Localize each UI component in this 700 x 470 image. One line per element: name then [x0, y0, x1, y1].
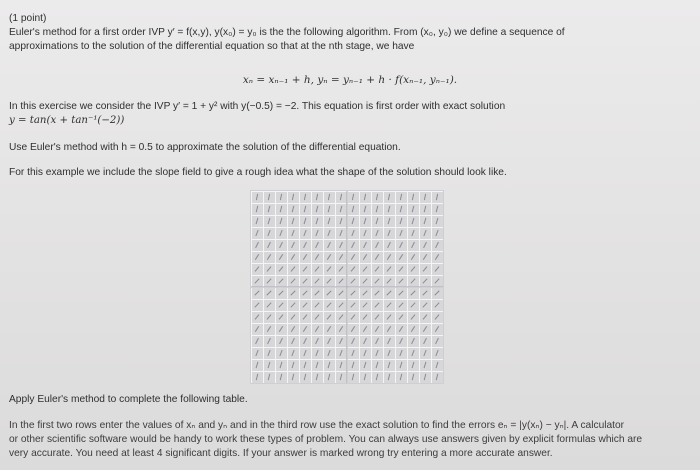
slope-mark: [327, 326, 330, 331]
slope-mark: [364, 374, 366, 380]
slope-mark: [328, 362, 330, 368]
slope-mark: [352, 374, 354, 380]
slope-mark: [412, 230, 414, 236]
slope-mark: [424, 194, 425, 200]
slope-mark: [340, 230, 342, 236]
slope-mark: [268, 218, 270, 224]
slope-mark: [387, 279, 391, 284]
slope-mark: [352, 242, 355, 248]
slope-mark: [399, 279, 403, 284]
slope-mark: [256, 218, 258, 224]
slope-mark: [436, 242, 439, 248]
slope-mark: [351, 267, 355, 272]
slope-mark: [436, 230, 438, 236]
slope-mark: [327, 267, 331, 272]
slope-mark: [316, 218, 318, 224]
slope-mark: [327, 315, 331, 320]
slope-mark: [388, 218, 390, 224]
slope-mark: [280, 338, 283, 344]
slope-mark: [376, 362, 378, 368]
slope-mark: [388, 350, 390, 356]
slope-mark: [268, 350, 270, 356]
slope-mark: [412, 206, 414, 212]
slope-mark: [424, 230, 426, 236]
slope-mark: [400, 374, 402, 380]
slope-mark: [328, 230, 330, 236]
slope-mark: [376, 242, 379, 248]
slope-mark: [424, 206, 426, 212]
slope-mark: [267, 326, 270, 331]
slope-mark: [399, 326, 402, 331]
slope-mark: [292, 194, 293, 200]
slope-mark: [291, 267, 295, 272]
slope-mark: [339, 267, 343, 272]
slope-mark: [351, 279, 355, 284]
slope-mark: [256, 350, 258, 356]
slope-mark: [351, 303, 355, 308]
slope-mark: [387, 254, 390, 259]
slope-mark: [279, 303, 283, 308]
slope-mark: [435, 303, 439, 308]
slope-mark: [340, 194, 341, 200]
slope-mark: [291, 303, 295, 308]
slope-mark: [304, 218, 306, 224]
slope-mark: [328, 194, 329, 200]
slope-mark: [268, 338, 271, 344]
slope-mark: [424, 242, 427, 248]
slope-mark: [267, 291, 272, 296]
slope-mark: [292, 362, 294, 368]
slope-mark: [280, 230, 282, 236]
slope-mark: [255, 267, 259, 272]
slope-mark: [436, 362, 438, 368]
slope-mark: [436, 206, 438, 212]
slope-mark: [376, 338, 379, 344]
slope-mark: [279, 254, 282, 259]
slope-mark: [315, 254, 318, 259]
slope-mark: [328, 350, 330, 356]
slope-mark: [339, 303, 343, 308]
slope-mark: [411, 291, 416, 296]
slope-mark: [351, 254, 354, 259]
slope-mark: [399, 254, 402, 259]
slope-mark: [352, 362, 354, 368]
slope-mark: [327, 303, 331, 308]
slope-mark: [304, 194, 305, 200]
slope-mark: [340, 338, 343, 344]
slope-mark: [375, 279, 379, 284]
slope-mark: [315, 303, 319, 308]
slope-mark: [376, 194, 377, 200]
slope-mark: [399, 291, 404, 296]
slope-mark: [400, 230, 402, 236]
slope-mark: [424, 338, 427, 344]
slope-mark: [412, 350, 414, 356]
slope-mark: [279, 291, 284, 296]
slope-mark: [316, 362, 318, 368]
slope-mark: [436, 374, 438, 380]
slope-mark: [328, 338, 331, 344]
slope-mark: [327, 291, 332, 296]
slope-mark: [423, 291, 428, 296]
slope-mark: [291, 315, 295, 320]
slope-mark: [339, 279, 343, 284]
slope-mark: [376, 218, 378, 224]
slope-mark: [328, 218, 330, 224]
slope-mark: [400, 362, 402, 368]
slope-mark: [280, 206, 282, 212]
slope-mark: [292, 242, 295, 248]
slope-mark: [352, 350, 354, 356]
slope-mark: [316, 242, 319, 248]
slope-mark: [412, 374, 414, 380]
slope-mark: [256, 362, 258, 368]
slope-mark: [412, 362, 414, 368]
slope-mark: [268, 194, 269, 200]
slope-mark: [387, 303, 391, 308]
slope-mark: [339, 326, 342, 331]
slope-mark: [280, 362, 282, 368]
slope-mark: [388, 206, 390, 212]
slope-mark: [340, 242, 343, 248]
slope-mark: [255, 315, 259, 320]
slope-mark: [340, 206, 342, 212]
slope-mark: [315, 267, 319, 272]
slope-mark: [292, 374, 294, 380]
slope-mark: [400, 206, 402, 212]
slope-mark: [411, 267, 415, 272]
slope-mark: [435, 326, 438, 331]
slope-mark: [375, 254, 378, 259]
slope-mark: [339, 291, 344, 296]
slope-mark: [351, 326, 354, 331]
slope-mark: [435, 267, 439, 272]
slope-mark: [364, 194, 365, 200]
slope-mark: [423, 267, 427, 272]
slope-mark: [315, 291, 320, 296]
slope-mark: [303, 279, 307, 284]
slope-mark: [279, 279, 283, 284]
slope-mark: [304, 374, 306, 380]
slope-mark: [316, 338, 319, 344]
slope-mark: [291, 291, 296, 296]
slope-mark: [303, 291, 308, 296]
slope-mark: [292, 218, 294, 224]
slope-mark: [364, 242, 367, 248]
slope-mark: [411, 303, 415, 308]
slope-mark: [375, 315, 379, 320]
slope-mark: [363, 279, 367, 284]
slope-mark: [400, 194, 401, 200]
slope-mark: [376, 230, 378, 236]
slope-mark: [375, 303, 379, 308]
slope-mark: [328, 206, 330, 212]
slope-mark: [436, 194, 437, 200]
slope-mark: [351, 315, 355, 320]
slope-mark: [280, 242, 283, 248]
slope-mark: [352, 206, 354, 212]
slope-mark: [303, 315, 307, 320]
slope-mark: [303, 254, 306, 259]
slope-mark: [364, 350, 366, 356]
slope-mark: [292, 338, 295, 344]
slope-mark: [387, 267, 391, 272]
slope-mark: [400, 242, 403, 248]
slope-mark: [340, 362, 342, 368]
slope-mark: [280, 350, 282, 356]
slope-mark: [436, 338, 439, 344]
slope-mark: [256, 242, 259, 248]
slope-mark: [364, 218, 366, 224]
slope-mark: [388, 338, 391, 344]
slope-mark: [268, 206, 270, 212]
slope-mark: [363, 254, 366, 259]
slope-mark: [316, 206, 318, 212]
slope-mark: [376, 206, 378, 212]
slope-mark: [279, 267, 283, 272]
apply-euler-heading: Apply Euler's method to complete the following table.: [9, 394, 248, 405]
problem-intro-line-2: approximations to the solution of the differential equation so that at the nth stage, we have: [9, 41, 415, 52]
slope-mark: [423, 279, 427, 284]
slope-mark: [280, 374, 282, 380]
slope-mark: [328, 242, 331, 248]
slope-mark: [292, 230, 294, 236]
instructions-line-2: or other scientific software would be handy to work these types of problem. You can always use answers given by explicit formulas which are: [9, 434, 643, 445]
slope-mark: [424, 350, 426, 356]
slope-mark: [292, 350, 294, 356]
slope-mark: [268, 374, 270, 380]
slope-mark: [363, 326, 366, 331]
slope-mark: [436, 350, 438, 356]
slope-mark: [340, 350, 342, 356]
slope-mark: [423, 315, 427, 320]
slope-mark: [303, 303, 307, 308]
slope-mark: [291, 254, 294, 259]
slope-mark: [304, 230, 306, 236]
slope-mark: [363, 291, 368, 296]
slope-mark: [268, 362, 270, 368]
slope-mark: [268, 230, 270, 236]
slope-mark: [304, 362, 306, 368]
slope-mark: [400, 218, 402, 224]
slope-mark: [328, 374, 330, 380]
slope-mark: [411, 326, 414, 331]
slope-mark: [400, 338, 403, 344]
slope-mark: [387, 291, 392, 296]
step-size-instruction: Use Euler's method with h = 0.5 to approximate the solution of the differential equation.: [9, 142, 401, 153]
slope-mark: [424, 362, 426, 368]
slope-mark: [376, 374, 378, 380]
slope-mark: [411, 315, 415, 320]
slope-mark: [256, 194, 257, 200]
slope-mark: [364, 338, 367, 344]
slope-mark: [436, 218, 438, 224]
slope-mark: [316, 350, 318, 356]
slope-mark: [256, 230, 258, 236]
slope-mark: [304, 206, 306, 212]
slope-mark: [280, 194, 281, 200]
slope-mark: [388, 230, 390, 236]
slope-mark: [375, 291, 380, 296]
slope-field-plot: [251, 191, 443, 383]
slope-field-image: [250, 190, 444, 384]
slope-mark: [316, 194, 317, 200]
slope-mark: [267, 279, 271, 284]
slope-mark: [411, 279, 415, 284]
instructions-line-3: very accurate. You need at least 4 significant digits. If your answer is marked wrong try entering a more accurate answer.: [9, 448, 553, 459]
slope-mark: [256, 374, 258, 380]
slope-mark: [279, 315, 283, 320]
slope-mark: [399, 267, 403, 272]
slope-mark: [352, 194, 353, 200]
instructions-line-1: In the first two rows enter the values of xₙ and yₙ and in the third row use the exact solution to find the errors eₙ = |y(xₙ) − yₙ|. A calculator: [9, 420, 625, 431]
exact-solution: y = tan(x + tan⁻¹(−2)): [9, 115, 125, 126]
slope-mark: [388, 242, 391, 248]
slope-mark: [352, 218, 354, 224]
slope-mark: [387, 315, 391, 320]
slope-mark: [363, 267, 367, 272]
slope-mark: [267, 254, 270, 259]
slope-mark: [279, 326, 282, 331]
slope-mark: [412, 338, 415, 344]
slope-mark: [412, 242, 415, 248]
slope-mark: [364, 230, 366, 236]
slope-field-caption: For this example we include the slope field to give a rough idea what the shape of the solution should look like.: [9, 167, 507, 178]
slope-mark: [363, 303, 367, 308]
slope-mark: [411, 254, 414, 259]
slope-mark: [292, 206, 294, 212]
slope-mark: [327, 254, 330, 259]
euler-formula: xₙ = xₙ₋₁ + h, yₙ = yₙ₋₁ + h · f(xₙ₋₁, yₙ₋₁).: [242, 74, 458, 86]
slope-mark: [435, 254, 438, 259]
slope-mark: [387, 326, 390, 331]
slope-mark: [255, 326, 258, 331]
slope-mark: [316, 230, 318, 236]
slope-mark: [291, 279, 295, 284]
slope-mark: [316, 374, 318, 380]
slope-mark: [412, 218, 414, 224]
slope-mark: [423, 326, 426, 331]
slope-mark: [255, 291, 260, 296]
slope-mark: [255, 303, 259, 308]
slope-mark: [364, 362, 366, 368]
slope-mark: [315, 326, 318, 331]
slope-mark: [304, 242, 307, 248]
slope-mark: [352, 338, 355, 344]
slope-mark: [423, 303, 427, 308]
slope-mark: [267, 303, 271, 308]
slope-mark: [388, 374, 390, 380]
slope-mark: [327, 279, 331, 284]
ivp-description: In this exercise we consider the IVP y′ = 1 + y² with y(−0.5) = −2. This equation is first order with exact solution: [9, 101, 506, 112]
slope-mark: [352, 230, 354, 236]
slope-mark: [435, 315, 439, 320]
slope-mark: [267, 267, 271, 272]
slope-mark: [364, 206, 366, 212]
slope-mark: [280, 218, 282, 224]
slope-mark: [256, 206, 258, 212]
slope-mark: [376, 350, 378, 356]
slope-mark: [375, 267, 379, 272]
slope-mark: [255, 279, 259, 284]
slope-mark: [340, 374, 342, 380]
slope-mark: [388, 194, 389, 200]
slope-mark: [423, 254, 426, 259]
slope-mark: [375, 326, 378, 331]
slope-mark: [424, 374, 426, 380]
slope-mark: [424, 218, 426, 224]
slope-mark: [304, 350, 306, 356]
slope-mark: [388, 362, 390, 368]
slope-mark: [399, 315, 403, 320]
problem-points: (1 point): [9, 13, 47, 24]
slope-mark: [412, 194, 413, 200]
slope-mark: [399, 303, 403, 308]
slope-mark: [363, 315, 367, 320]
slope-mark: [435, 279, 439, 284]
slope-mark: [339, 254, 342, 259]
problem-intro-line-1: Euler's method for a first order IVP y′ = f(x,y), y(x₀) = y₀ is the the following algorithm. From (x₀, y₀) we define a sequence of: [9, 27, 565, 38]
slope-mark: [268, 242, 271, 248]
slope-mark: [435, 291, 440, 296]
slope-mark: [255, 254, 258, 259]
slope-mark: [256, 338, 259, 344]
slope-mark: [339, 315, 343, 320]
slope-mark: [303, 326, 306, 331]
slope-mark: [351, 291, 356, 296]
slope-mark: [340, 218, 342, 224]
slope-mark: [400, 350, 402, 356]
slope-mark: [304, 338, 307, 344]
slope-mark: [291, 326, 294, 331]
slope-mark: [303, 267, 307, 272]
slope-mark: [267, 315, 271, 320]
slope-mark: [315, 279, 319, 284]
slope-mark: [315, 315, 319, 320]
